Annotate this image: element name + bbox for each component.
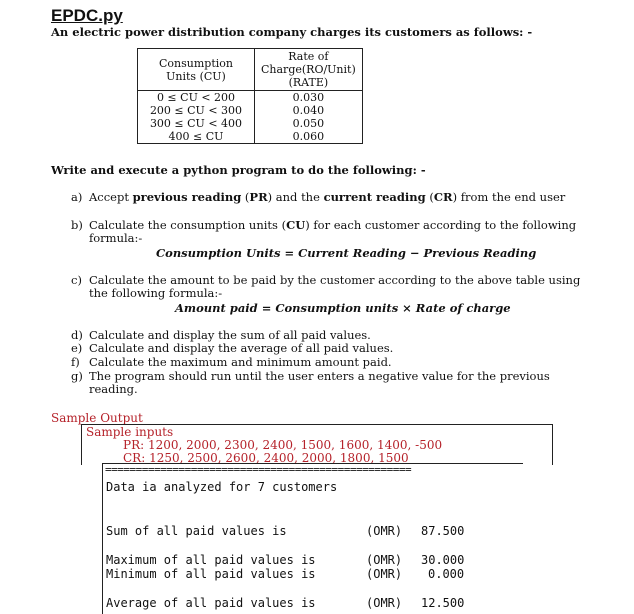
separator-line: ================================================== — [105, 463, 412, 476]
sum-value: 87.500 — [421, 524, 465, 538]
range-cell: 400 ≤ CU — [138, 130, 255, 144]
rate-cell: 0.050 — [255, 117, 363, 130]
task-text: The program should run until the user enters a negative value for the previous — [89, 369, 550, 383]
task-c-line2: the following formula:- — [89, 286, 223, 300]
range-cell: 0 ≤ CU < 200 — [138, 91, 255, 105]
task-label: b) — [71, 218, 83, 232]
task-heading: Write and execute a python program to do the following: - — [51, 163, 426, 177]
task-label: a) — [71, 190, 83, 204]
task-bold: previous reading — [132, 190, 242, 204]
rate-table-header-units: Consumption Units (CU) — [138, 49, 255, 91]
table-row — [138, 91, 363, 105]
task-bold: PR — [249, 190, 268, 204]
task-text: ( — [241, 190, 250, 204]
task-label: c) — [71, 273, 82, 287]
range-cell: 300 ≤ CU < 400 — [138, 117, 255, 130]
max-value: 30.000 — [421, 553, 465, 567]
task-a — [71, 191, 565, 204]
task-text: ) from the end user — [452, 190, 566, 204]
min-label: Minimum of all paid values is — [106, 567, 316, 581]
avg-value: 12.500 — [421, 596, 465, 610]
task-text: ( — [425, 190, 434, 204]
task-bold: CR — [433, 190, 453, 204]
table-row — [138, 130, 363, 144]
task-text: Calculate and display the sum of all paid values. — [89, 328, 371, 342]
rate-table — [137, 48, 363, 144]
sample-cr-line: CR: 1250, 2500, 2600, 2400, 2000, 1800, 1500 — [123, 451, 409, 465]
task-label: g) — [71, 369, 83, 383]
range-cell: 200 ≤ CU < 300 — [138, 104, 255, 117]
task-text: Accept — [89, 190, 133, 204]
task-label: d) — [71, 328, 83, 342]
rate-cell: 0.030 — [255, 91, 363, 105]
formula-amount: Amount paid = Consumption units × Rate of charge — [175, 301, 511, 315]
sample-inputs-label: Sample inputs — [86, 425, 174, 439]
avg-unit: (OMR) — [366, 596, 403, 610]
formula-consumption: Consumption Units = Current Reading − Previous Reading — [156, 246, 537, 260]
task-bold: CU — [286, 218, 306, 232]
task-f — [71, 356, 392, 369]
task-text: Calculate and display the average of all paid values. — [89, 341, 394, 355]
max-label: Maximum of all paid values is — [106, 553, 316, 567]
rate-cell: 0.060 — [255, 130, 363, 144]
avg-label: Average of all paid values is — [106, 596, 316, 610]
intro-text: An electric power distribution company charges its customers as follows: - — [51, 25, 533, 39]
min-unit: (OMR) — [366, 567, 403, 581]
min-value: 0.000 — [428, 567, 465, 581]
sample-pr-line: PR: 1200, 2000, 2300, 2400, 1500, 1600, 1400, -500 — [123, 438, 443, 452]
table-row — [138, 117, 363, 130]
task-text: Calculate the maximum and minimum amount paid. — [89, 355, 392, 369]
analyzed-text: Data ia analyzed for 7 customers — [106, 480, 338, 494]
rate-cell: 0.040 — [255, 104, 363, 117]
sum-unit: (OMR) — [366, 524, 403, 538]
task-g-line2: reading. — [89, 382, 138, 396]
task-label: f) — [71, 355, 80, 369]
task-b — [71, 219, 576, 232]
table-row — [138, 104, 363, 117]
task-text: Calculate the consumption units ( — [89, 218, 287, 232]
task-text: ) and the — [267, 190, 324, 204]
task-g — [71, 370, 550, 383]
task-e — [71, 342, 393, 355]
sum-label: Sum of all paid values is — [106, 524, 287, 538]
rate-table-header-rate: Rate of Charge(RO/Unit) (RATE) — [255, 49, 363, 91]
task-b-line2: formula:- — [89, 231, 143, 245]
task-label: e) — [71, 341, 83, 355]
max-unit: (OMR) — [366, 553, 403, 567]
task-text: Calculate the amount to be paid by the customer according to the above table using — [89, 273, 581, 287]
task-text: ) for each customer according to the following — [305, 218, 577, 232]
task-bold: current reading — [323, 190, 426, 204]
document-title: EPDC.py — [51, 6, 123, 25]
sample-output-label: Sample Output — [51, 411, 143, 425]
